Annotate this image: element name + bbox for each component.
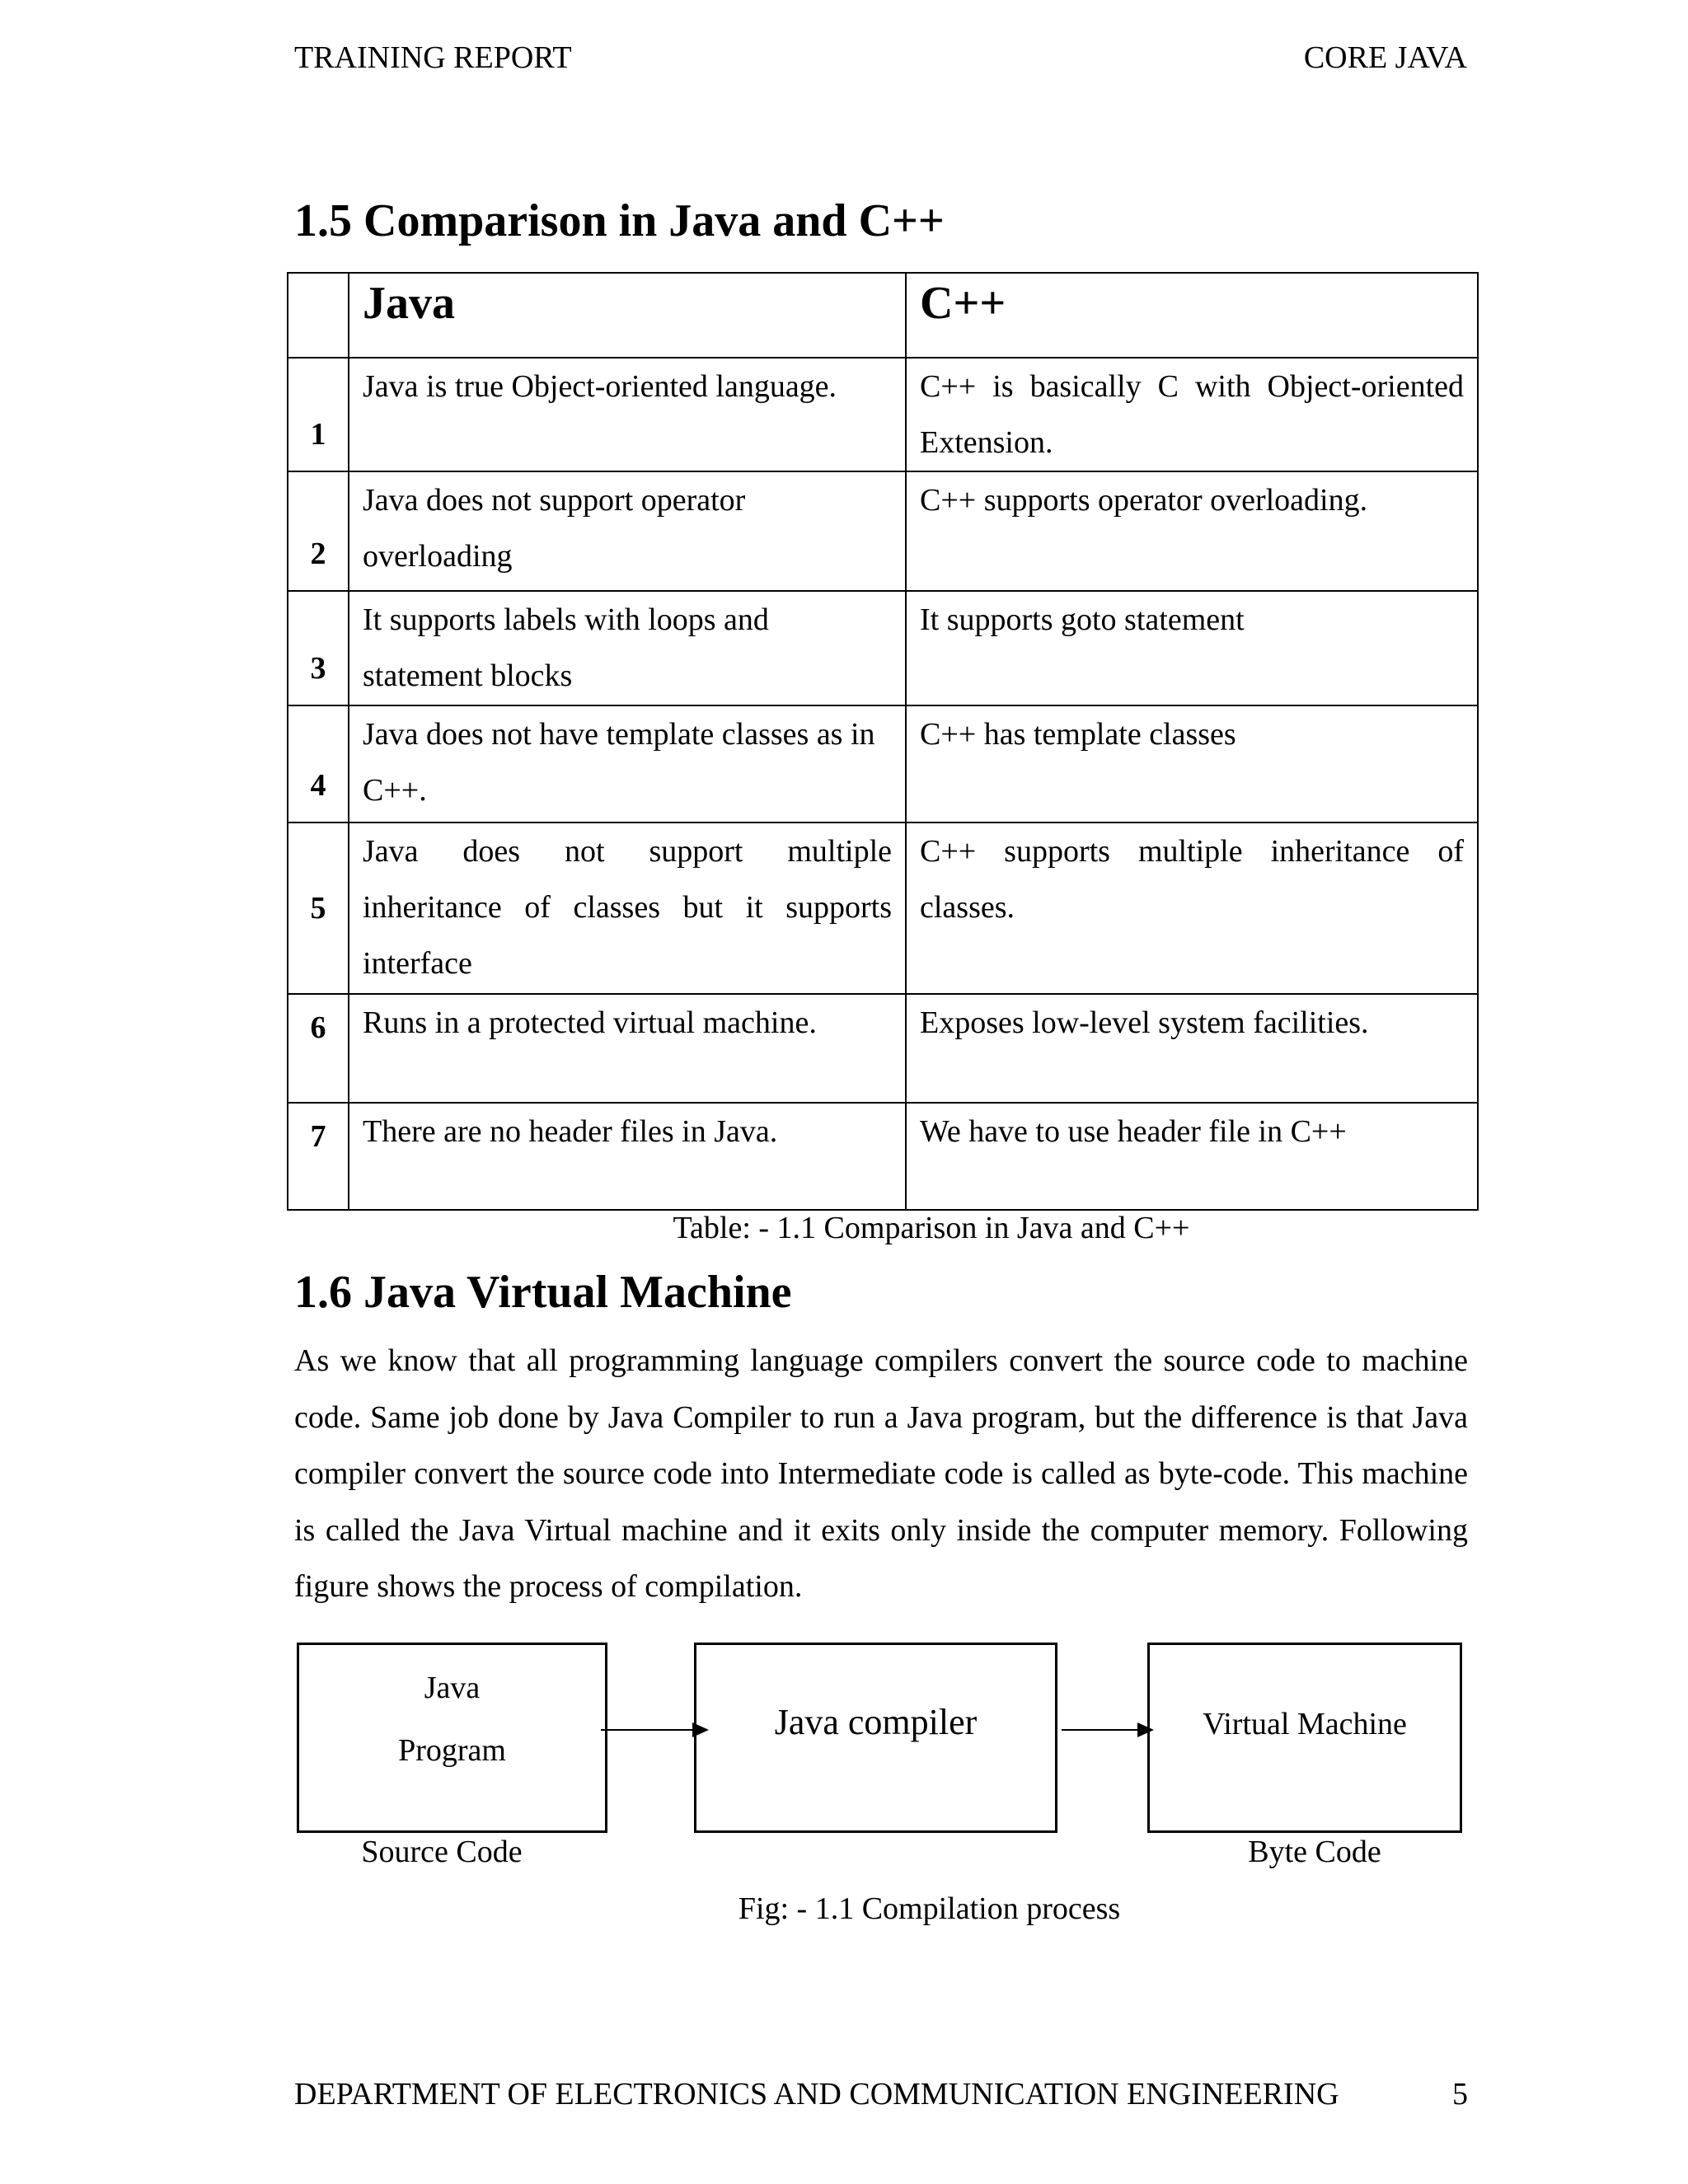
row-number: 4 (288, 705, 349, 823)
footer-department: DEPARTMENT OF ELECTRONICS AND COMMUNICATION ENGINEERING (294, 2077, 1339, 2111)
table-corner-cell (288, 273, 349, 358)
table-row (288, 358, 1478, 471)
cpp-cell: C++ supports operator overloading. (906, 471, 1478, 591)
column-header-cpp: C++ (906, 273, 1478, 358)
java-compiler-label: Java compiler (774, 1702, 978, 1742)
java-program-box (297, 1643, 607, 1833)
virtual-machine-label: Virtual Machine (1203, 1707, 1407, 1741)
column-header-java: Java (349, 273, 906, 358)
java-cell: Java does not have template classes as in C++. (349, 705, 906, 823)
source-code-label: Source Code (361, 1835, 523, 1869)
table-row (288, 1103, 1478, 1210)
java-cell: Java is true Object-oriented language. (349, 358, 906, 471)
arrow-line (601, 1729, 700, 1731)
table-row (288, 823, 1478, 994)
table-header-row (288, 273, 1478, 358)
comparison-table (287, 272, 1479, 1211)
row-number: 3 (288, 591, 349, 705)
section-title-comparison: 1.5 Comparison in Java and C++ (294, 195, 945, 246)
java-program-line1: Java (424, 1671, 481, 1705)
table-caption: Table: - 1.1 Comparison in Java and C++ (673, 1211, 1190, 1245)
table-row (288, 591, 1478, 705)
cpp-cell: C++ has template classes (906, 705, 1478, 823)
cpp-cell: C++ is basically C with Object-oriented Extension. (906, 358, 1478, 471)
table-row (288, 705, 1478, 823)
row-number: 5 (288, 823, 349, 994)
table-row (288, 994, 1478, 1103)
cpp-cell: It supports goto statement (906, 591, 1478, 705)
java-program-line2: Program (398, 1733, 506, 1768)
page-number: 5 (1452, 2077, 1468, 2111)
figure-caption: Fig: - 1.1 Compilation process (738, 1891, 1121, 1926)
table-row (288, 471, 1478, 591)
cpp-cell: C++ supports multiple inheritance of classes. (906, 823, 1478, 994)
java-cell: Runs in a protected virtual machine. (349, 994, 906, 1103)
header-left: TRAINING REPORT (294, 40, 572, 75)
section-title-jvm: 1.6 Java Virtual Machine (294, 1267, 792, 1318)
java-cell: Java does not support multiple inheritance of classes but it supports interface (349, 823, 906, 994)
row-number: 6 (288, 994, 349, 1103)
header-right: CORE JAVA (1303, 40, 1467, 75)
java-cell: There are no header files in Java. (349, 1103, 906, 1210)
arrow-line (1062, 1729, 1144, 1731)
row-number: 2 (288, 471, 349, 591)
java-compiler-box (694, 1643, 1057, 1833)
row-number: 1 (288, 358, 349, 471)
java-cell: It supports labels with loops and statement blocks (349, 591, 906, 705)
jvm-paragraph: As we know that all programming language compilers convert the source code to machine code. Same job done by Java Compiler to run a Java program, but the difference is that Java compiler convert the source code into Intermediate code is called as byte-code. This machine is called the Java Virtual machine and it exits only inside the computer memory. Following figure shows the process of compilation. (294, 1343, 1468, 1604)
java-cell: Java does not support operator overloading (349, 471, 906, 591)
virtual-machine-box (1147, 1643, 1462, 1833)
cpp-cell: We have to use header file in C++ (906, 1103, 1478, 1210)
byte-code-label: Byte Code (1248, 1835, 1381, 1869)
row-number: 7 (288, 1103, 349, 1210)
cpp-cell: Exposes low-level system facilities. (906, 994, 1478, 1103)
